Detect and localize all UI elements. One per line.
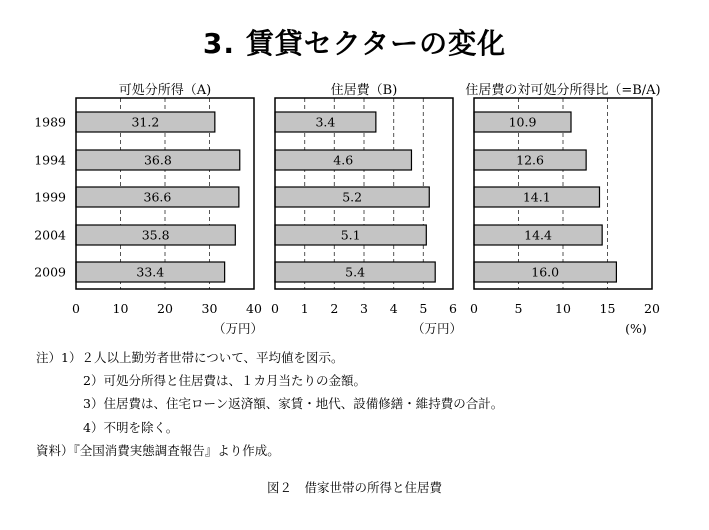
x-tick-label: 10 bbox=[555, 301, 571, 316]
x-tick-label: 20 bbox=[157, 301, 173, 316]
data-label: 16.0 bbox=[531, 264, 560, 280]
x-tick-label: 10 bbox=[112, 301, 129, 316]
x-tick-label: 5 bbox=[514, 301, 523, 316]
x-tick-label: 0 bbox=[72, 301, 80, 316]
data-label: 31.2 bbox=[131, 114, 160, 130]
panel-title: 住居費（B) bbox=[330, 83, 398, 98]
data-label: 12.6 bbox=[516, 152, 544, 168]
y-tick-label: 2009 bbox=[34, 264, 66, 280]
x-tick-label: 30 bbox=[201, 301, 218, 316]
note-3: 3）住居費は、住宅ローン返済額、家賃・地代、設備修繕・維持費の合計。 bbox=[83, 396, 504, 412]
x-tick-label: 20 bbox=[644, 301, 660, 316]
data-label: 33.4 bbox=[136, 264, 165, 280]
x-tick-label: 4 bbox=[389, 301, 398, 316]
data-label: 14.1 bbox=[522, 189, 551, 205]
data-label: 35.8 bbox=[141, 227, 170, 243]
panel-title: 住居費の対可処分所得比（=B/A) bbox=[465, 83, 661, 98]
data-label: 36.8 bbox=[143, 152, 172, 168]
page-title: 3. 賃貸セクターの変化 bbox=[202, 27, 507, 60]
y-tick-label: 1994 bbox=[34, 152, 66, 168]
x-unit-label: （万円） bbox=[411, 321, 463, 336]
x-tick-label: 1 bbox=[300, 301, 309, 316]
note-1: 注）1）２人以上勤労者世帯について、平均値を図示。 bbox=[36, 350, 344, 365]
note-2: 2）可処分所得と住居費は、１カ月当たりの金額。 bbox=[83, 373, 366, 389]
x-unit-label: （万円） bbox=[212, 321, 264, 336]
x-tick-label: 2 bbox=[330, 301, 339, 316]
figure-caption: 図２ 借家世帯の所得と住居費 bbox=[266, 480, 442, 495]
x-tick-label: 0 bbox=[271, 301, 279, 316]
data-label: 4.6 bbox=[333, 152, 354, 168]
x-tick-label: 40 bbox=[246, 301, 262, 316]
data-label: 10.9 bbox=[508, 114, 537, 130]
x-tick-label: 15 bbox=[599, 301, 616, 316]
x-tick-label: 3 bbox=[360, 301, 368, 316]
data-label: 14.4 bbox=[524, 227, 553, 243]
y-tick-label: 2004 bbox=[34, 227, 66, 243]
data-label: 5.4 bbox=[345, 264, 366, 280]
data-label: 5.1 bbox=[340, 227, 361, 243]
data-label: 36.6 bbox=[143, 189, 172, 205]
data-label: 5.2 bbox=[342, 189, 363, 205]
y-tick-label: 1999 bbox=[34, 189, 66, 205]
panel-title: 可処分所得（A) bbox=[118, 83, 212, 98]
x-tick-label: 0 bbox=[470, 301, 478, 316]
x-unit-label: (%) bbox=[625, 321, 647, 336]
x-tick-label: 6 bbox=[449, 301, 457, 316]
x-tick-label: 5 bbox=[419, 301, 428, 316]
notes bbox=[36, 346, 503, 462]
source-note: 資料）『全国消費実態調査報告』より作成。 bbox=[36, 442, 280, 458]
note-4: 4）不明を除く。 bbox=[83, 419, 179, 435]
y-tick-label: 1989 bbox=[34, 114, 66, 130]
data-label: 3.4 bbox=[315, 114, 336, 130]
